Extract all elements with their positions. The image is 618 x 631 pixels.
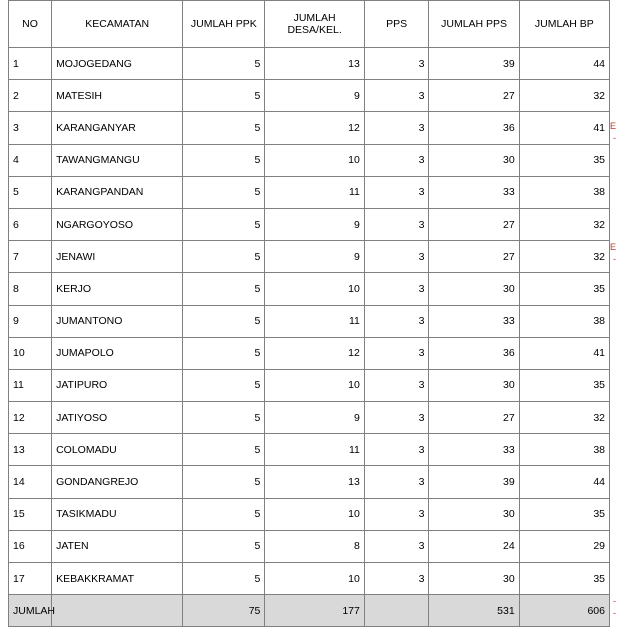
cell-jumlah-pps: 27 bbox=[429, 80, 519, 112]
cell-jumlah-ppk: 5 bbox=[183, 80, 265, 112]
cell-kecamatan: JATEN bbox=[52, 530, 183, 562]
table-body bbox=[9, 48, 610, 595]
cell-no: 16 bbox=[9, 530, 52, 562]
cell-kecamatan: MOJOGEDANG bbox=[52, 48, 183, 80]
total-label: JUMLAH bbox=[9, 595, 52, 627]
table-row bbox=[9, 337, 610, 369]
cell-no: 3 bbox=[9, 112, 52, 144]
column-header-no: NO bbox=[9, 1, 52, 48]
column-header-kecamatan: KECAMATAN bbox=[52, 1, 183, 48]
cell-jumlah-ppk: 5 bbox=[183, 241, 265, 273]
table-row bbox=[9, 530, 610, 562]
cell-jumlah-bp: 38 bbox=[519, 305, 609, 337]
total-jumlah-bp: 606 bbox=[519, 595, 609, 627]
cell-jumlah-bp: 44 bbox=[519, 466, 609, 498]
spreadsheet-area bbox=[8, 0, 610, 627]
table-row bbox=[9, 80, 610, 112]
cell-no: 11 bbox=[9, 369, 52, 401]
table-row bbox=[9, 402, 610, 434]
margin-mark: E bbox=[609, 121, 616, 131]
cell-jumlah-desa: 9 bbox=[265, 208, 364, 240]
total-pps bbox=[364, 595, 429, 627]
cell-jumlah-ppk: 5 bbox=[183, 498, 265, 530]
cell-jumlah-bp: 41 bbox=[519, 337, 609, 369]
table-row bbox=[9, 208, 610, 240]
table-row bbox=[9, 434, 610, 466]
cell-kecamatan: COLOMADU bbox=[52, 434, 183, 466]
cell-jumlah-ppk: 5 bbox=[183, 208, 265, 240]
cell-jumlah-bp: 29 bbox=[519, 530, 609, 562]
cell-pps: 3 bbox=[364, 563, 429, 595]
cell-jumlah-bp: 32 bbox=[519, 80, 609, 112]
total-row bbox=[9, 595, 610, 627]
cell-pps: 3 bbox=[364, 176, 429, 208]
cell-jumlah-desa: 10 bbox=[265, 273, 364, 305]
cell-jumlah-ppk: 5 bbox=[183, 305, 265, 337]
cell-jumlah-pps: 30 bbox=[429, 273, 519, 305]
cell-jumlah-pps: 36 bbox=[429, 337, 519, 369]
cell-jumlah-pps: 36 bbox=[429, 112, 519, 144]
cell-jumlah-pps: 39 bbox=[429, 466, 519, 498]
cell-pps: 3 bbox=[364, 337, 429, 369]
cell-no: 1 bbox=[9, 48, 52, 80]
table-footer bbox=[9, 595, 610, 627]
cell-jumlah-ppk: 5 bbox=[183, 369, 265, 401]
cell-pps: 3 bbox=[364, 48, 429, 80]
cell-pps: 3 bbox=[364, 466, 429, 498]
cell-jumlah-desa: 11 bbox=[265, 434, 364, 466]
cell-jumlah-ppk: 5 bbox=[183, 402, 265, 434]
cell-jumlah-pps: 33 bbox=[429, 176, 519, 208]
margin-mark: E bbox=[609, 242, 616, 252]
column-header-pps: PPS bbox=[364, 1, 429, 48]
cell-jumlah-desa: 10 bbox=[265, 369, 364, 401]
total-kecamatan bbox=[52, 595, 183, 627]
cell-kecamatan: KEBAKKRAMAT bbox=[52, 563, 183, 595]
cell-jumlah-desa: 12 bbox=[265, 337, 364, 369]
cell-jumlah-desa: 13 bbox=[265, 48, 364, 80]
cell-jumlah-desa: 9 bbox=[265, 80, 364, 112]
cell-jumlah-ppk: 5 bbox=[183, 337, 265, 369]
cell-kecamatan: KARANGPANDAN bbox=[52, 176, 183, 208]
cell-jumlah-bp: 32 bbox=[519, 208, 609, 240]
cell-kecamatan: TASIKMADU bbox=[52, 498, 183, 530]
cell-no: 15 bbox=[9, 498, 52, 530]
cell-jumlah-pps: 30 bbox=[429, 369, 519, 401]
cell-no: 2 bbox=[9, 80, 52, 112]
total-jumlah-ppk: 75 bbox=[183, 595, 265, 627]
cell-no: 5 bbox=[9, 176, 52, 208]
cell-no: 8 bbox=[9, 273, 52, 305]
cell-no: 7 bbox=[9, 241, 52, 273]
margin-artifacts bbox=[608, 0, 616, 631]
cell-kecamatan: JENAWI bbox=[52, 241, 183, 273]
cell-jumlah-bp: 38 bbox=[519, 176, 609, 208]
cell-pps: 3 bbox=[364, 112, 429, 144]
margin-mark: - bbox=[613, 254, 616, 264]
cell-jumlah-ppk: 5 bbox=[183, 466, 265, 498]
cell-no: 6 bbox=[9, 208, 52, 240]
cell-no: 12 bbox=[9, 402, 52, 434]
cell-pps: 3 bbox=[364, 530, 429, 562]
cell-jumlah-ppk: 5 bbox=[183, 144, 265, 176]
cell-kecamatan: TAWANGMANGU bbox=[52, 144, 183, 176]
cell-jumlah-desa: 10 bbox=[265, 563, 364, 595]
table-row bbox=[9, 144, 610, 176]
cell-no: 10 bbox=[9, 337, 52, 369]
cell-jumlah-desa: 10 bbox=[265, 498, 364, 530]
table-row bbox=[9, 273, 610, 305]
cell-jumlah-bp: 44 bbox=[519, 48, 609, 80]
cell-jumlah-bp: 35 bbox=[519, 144, 609, 176]
cell-jumlah-desa: 13 bbox=[265, 466, 364, 498]
column-header-jumlah-ppk: JUMLAH PPK bbox=[183, 1, 265, 48]
column-header-jumlah-pps: JUMLAH PPS bbox=[429, 1, 519, 48]
cell-pps: 3 bbox=[364, 434, 429, 466]
table-row bbox=[9, 241, 610, 273]
cell-pps: 3 bbox=[364, 241, 429, 273]
cell-pps: 3 bbox=[364, 80, 429, 112]
total-jumlah-desa: 177 bbox=[265, 595, 364, 627]
cell-jumlah-pps: 33 bbox=[429, 434, 519, 466]
cell-jumlah-pps: 27 bbox=[429, 241, 519, 273]
cell-jumlah-bp: 41 bbox=[519, 112, 609, 144]
cell-kecamatan: JUMANTONO bbox=[52, 305, 183, 337]
cell-kecamatan: MATESIH bbox=[52, 80, 183, 112]
cell-jumlah-pps: 39 bbox=[429, 48, 519, 80]
table-header bbox=[9, 1, 610, 48]
table-row bbox=[9, 466, 610, 498]
cell-jumlah-desa: 8 bbox=[265, 530, 364, 562]
table-row bbox=[9, 498, 610, 530]
cell-jumlah-desa: 11 bbox=[265, 176, 364, 208]
cell-no: 13 bbox=[9, 434, 52, 466]
cell-jumlah-bp: 35 bbox=[519, 273, 609, 305]
cell-jumlah-pps: 33 bbox=[429, 305, 519, 337]
cell-jumlah-pps: 30 bbox=[429, 144, 519, 176]
table-row bbox=[9, 563, 610, 595]
cell-kecamatan: JATIYOSO bbox=[52, 402, 183, 434]
cell-pps: 3 bbox=[364, 402, 429, 434]
cell-jumlah-desa: 9 bbox=[265, 241, 364, 273]
cell-kecamatan: NGARGOYOSO bbox=[52, 208, 183, 240]
cell-kecamatan: JUMAPOLO bbox=[52, 337, 183, 369]
table-row bbox=[9, 305, 610, 337]
table-row bbox=[9, 176, 610, 208]
column-header-jumlah-desa-kel: JUMLAH DESA/KEL. bbox=[265, 1, 364, 48]
cell-jumlah-bp: 32 bbox=[519, 241, 609, 273]
cell-pps: 3 bbox=[364, 369, 429, 401]
cell-jumlah-pps: 27 bbox=[429, 402, 519, 434]
cell-no: 4 bbox=[9, 144, 52, 176]
margin-mark: - bbox=[613, 596, 616, 606]
cell-jumlah-ppk: 5 bbox=[183, 434, 265, 466]
cell-kecamatan: GONDANGREJO bbox=[52, 466, 183, 498]
table-row bbox=[9, 48, 610, 80]
table-row bbox=[9, 112, 610, 144]
cell-no: 17 bbox=[9, 563, 52, 595]
cell-pps: 3 bbox=[364, 144, 429, 176]
cell-pps: 3 bbox=[364, 498, 429, 530]
cell-jumlah-ppk: 5 bbox=[183, 530, 265, 562]
cell-no: 9 bbox=[9, 305, 52, 337]
total-jumlah-pps: 531 bbox=[429, 595, 519, 627]
margin-mark: - bbox=[613, 133, 616, 143]
column-header-jumlah-bp: JUMLAH BP bbox=[519, 1, 609, 48]
cell-jumlah-bp: 35 bbox=[519, 369, 609, 401]
cell-jumlah-desa: 12 bbox=[265, 112, 364, 144]
cell-no: 14 bbox=[9, 466, 52, 498]
table-header-row bbox=[9, 1, 610, 48]
cell-jumlah-desa: 9 bbox=[265, 402, 364, 434]
cell-jumlah-ppk: 5 bbox=[183, 176, 265, 208]
cell-jumlah-pps: 30 bbox=[429, 498, 519, 530]
cell-jumlah-bp: 38 bbox=[519, 434, 609, 466]
rekap-ppk-pps-table bbox=[8, 0, 610, 627]
cell-pps: 3 bbox=[364, 305, 429, 337]
cell-pps: 3 bbox=[364, 273, 429, 305]
cell-jumlah-pps: 27 bbox=[429, 208, 519, 240]
cell-jumlah-bp: 35 bbox=[519, 563, 609, 595]
cell-jumlah-bp: 35 bbox=[519, 498, 609, 530]
cell-kecamatan: KERJO bbox=[52, 273, 183, 305]
cell-jumlah-ppk: 5 bbox=[183, 563, 265, 595]
cell-jumlah-pps: 24 bbox=[429, 530, 519, 562]
cell-kecamatan: KARANGANYAR bbox=[52, 112, 183, 144]
cell-jumlah-desa: 11 bbox=[265, 305, 364, 337]
cell-jumlah-pps: 30 bbox=[429, 563, 519, 595]
cell-jumlah-ppk: 5 bbox=[183, 112, 265, 144]
cell-jumlah-bp: 32 bbox=[519, 402, 609, 434]
margin-mark: - bbox=[613, 608, 616, 618]
table-row bbox=[9, 369, 610, 401]
cell-jumlah-ppk: 5 bbox=[183, 48, 265, 80]
cell-kecamatan: JATIPURO bbox=[52, 369, 183, 401]
cell-jumlah-desa: 10 bbox=[265, 144, 364, 176]
cell-pps: 3 bbox=[364, 208, 429, 240]
cell-jumlah-ppk: 5 bbox=[183, 273, 265, 305]
